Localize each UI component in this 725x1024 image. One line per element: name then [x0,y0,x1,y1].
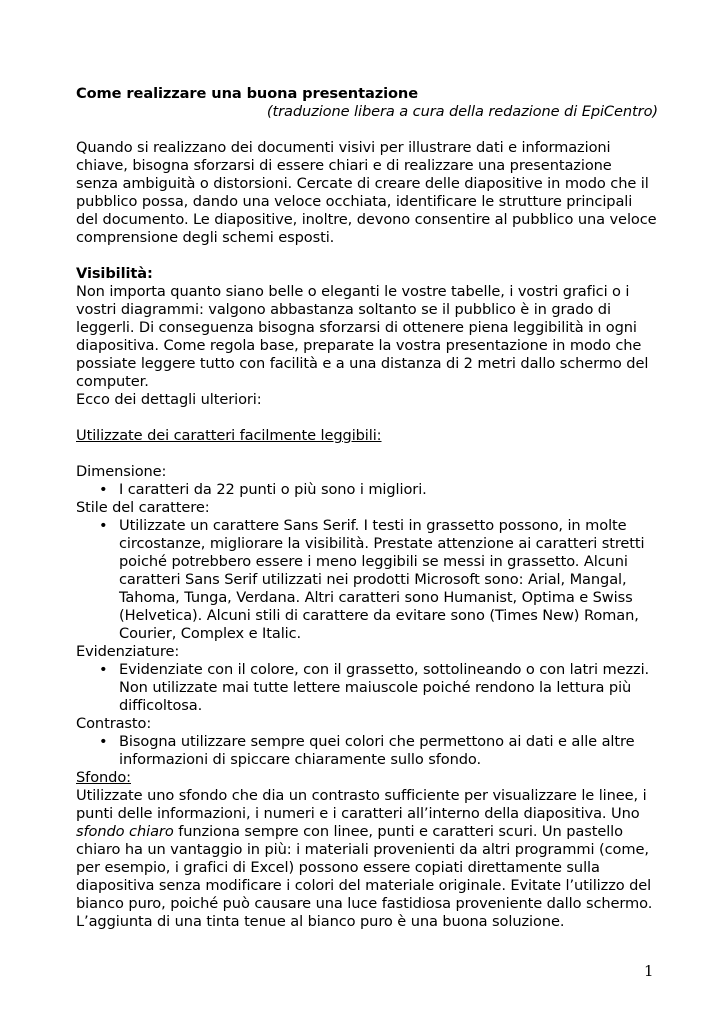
bullet-icon: • [99,733,108,750]
intro-paragraph: Quando si realizzano dei documenti visivi per illustrare dati e informazioni chiave, bisogna sforzarsi di essere chiari e di realizzare una presentazione senza ambiguità o distorsioni. Cercate di creare delle diapositive in modo che il pubblico possa, dando una veloce occhiata, identificare le strutture principali del documento. Le diapositive, inoltre, devono consentire al pubblico una veloce comprensione degli schemi esposti. [76,139,657,246]
page-number: 1 [644,962,654,980]
fonts-heading: Utilizzate dei caratteri facilmente leggibili: [76,427,382,444]
size-label: Dimensione: [76,463,167,480]
background-text-end: funziona sempre con linee, punti e caratteri scuri. Un pastello chiaro ha un vantaggio in più: i materiali provenienti da altri programmi (come, per esempio, i grafici di Excel) possono essere copiati direttamente sulla diapositiva senza modificare i colori del materiale originale. Evitate l’utilizzo del bianco puro, poiché può causare una luce fastidiosa proveniente dallo schermo. L’aggiunta di una tinta tenue al bianco puro è una buona soluzione. [76,823,653,930]
contrast-label: Contrasto: [76,715,152,732]
list-item-text: I caratteri da 22 punti o più sono i migliori. [119,481,427,498]
document-subtitle: (traduzione libera a cura della redazione di EpiCentro) [266,103,658,120]
spacer [76,121,658,139]
list-item-text: Utilizzate un carattere Sans Serif. I testi in grassetto possono, in molte circostanze, migliorare la visibilità. Prestate attenzione ai caratteri stretti poiché potrebbero essere i meno leggibili se messi in grassetto. Alcuni caratteri Sans Serif utilizzati nei prodotti Microsoft sono: Arial, Mangal, Tahoma, Tunga, Verdana. Altri caratteri sono Humanist, Optima e Swiss (Helvetica). Alcuni stili di carattere da evitare sono (Times New) Roman, Courier, Complex e Italic. [119,517,645,642]
list-item [76,481,658,499]
bullet-icon: • [99,661,108,678]
background-text-start: Utilizzate uno sfondo che dia un contrasto sufficiente per visualizzare le linee, i punti delle informazioni, i numeri e i caratteri all’interno della diapositiva. Uno [76,787,647,822]
highlight-list [76,661,658,715]
background-text-italic: sfondo chiaro [76,823,174,840]
visibility-heading: Visibilità: [76,265,153,282]
visibility-paragraph: Non importa quanto siano belle o eleganti le vostre tabelle, i vostri grafici o i vostri diagrammi: valgono abbastanza soltanto se il pubblico è in grado di leggerli. Di conseguenza bisogna sforzarsi di ottenere piena leggibilità in ogni diapositiva. Come regola base, preparate la vostra presentazione in modo che possiate leggere tutto con facilità e a una distanza di 2 metri dallo schermo del computer. [76,283,649,390]
background-heading: Sfondo: [76,769,131,786]
style-list [76,517,658,643]
document-title: Come realizzare una buona presentazione [76,85,419,102]
bullet-icon: • [99,517,108,534]
spacer [76,409,658,427]
details-line: Ecco dei dettagli ulteriori: [76,391,262,408]
list-item-text: Bisogna utilizzare sempre quei colori che permettono ai dati e alle altre informazioni di spiccare chiaramente sullo sfondo. [119,733,635,768]
list-item-text: Evidenziate con il colore, con il grassetto, sottolineando o con latri mezzi. Non utilizzate mai tutte lettere maiuscole poiché rendono la lettura più difficoltosa. [119,661,650,714]
document-body [76,85,658,931]
size-list [76,481,658,499]
bullet-icon: • [99,481,108,498]
spacer [76,445,658,463]
style-label: Stile del carattere: [76,499,210,516]
background-paragraph [76,787,658,931]
contrast-list [76,733,658,769]
spacer [76,247,658,265]
list-item [76,661,658,715]
list-item [76,517,658,643]
highlight-label: Evidenziature: [76,643,180,660]
list-item [76,733,658,769]
